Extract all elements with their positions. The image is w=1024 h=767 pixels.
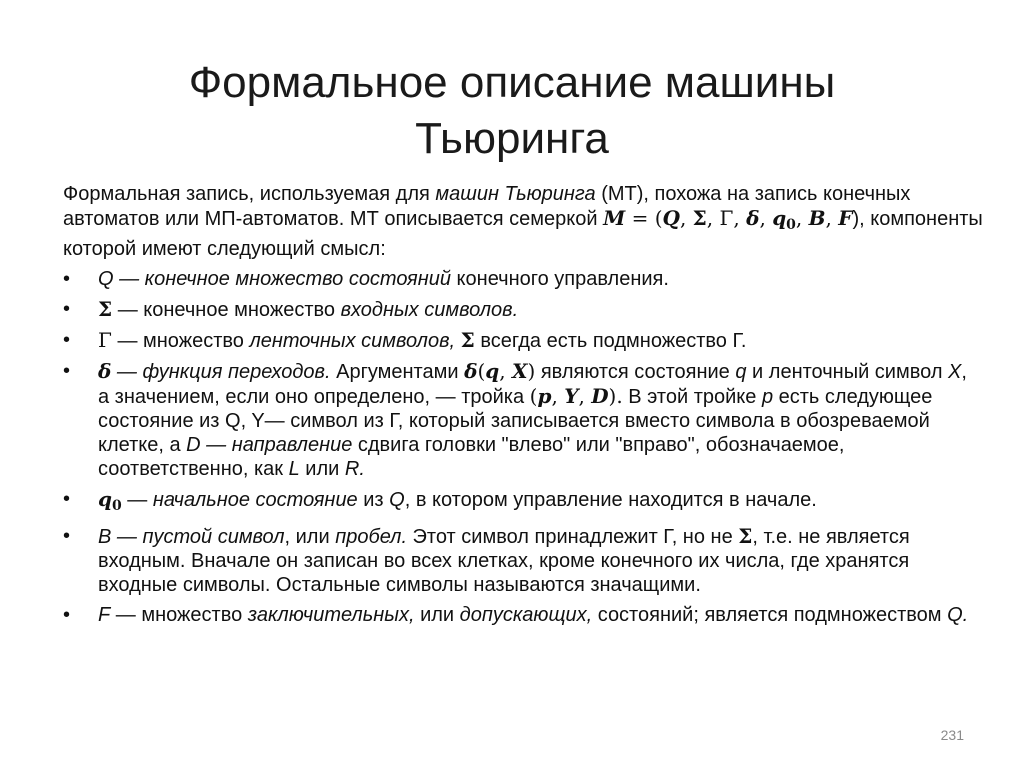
math-punct: , <box>733 206 747 230</box>
bullet-term: начальное состояние <box>152 489 358 511</box>
bullet-text: — множество <box>111 330 250 352</box>
bullet-text: . <box>359 458 365 480</box>
math-symbol: δ <box>464 359 478 383</box>
bullet-text: являются состояние <box>535 361 736 383</box>
math-symbol: q <box>98 487 112 511</box>
bullet-text: В этой тройке <box>622 386 762 408</box>
bullet-text: , т.е. не является входным. Вначале он записан во всех клетках, кроме конечного их числа, где хранятся входные символы. Остальные символы называются значащими. <box>98 526 910 596</box>
math-punct: ( <box>529 384 538 408</box>
bullet-text: , а значением, если оно определено, — тройка <box>98 361 967 408</box>
math-punct: , <box>825 206 839 230</box>
bullet-text: , в котором управление находится в начале. <box>404 489 817 511</box>
bullet-var: Q. <box>947 604 969 626</box>
math-punct: , <box>551 384 565 408</box>
math-symbol: q <box>772 206 787 230</box>
math-punct: , <box>499 359 512 383</box>
math-symbol: Σ <box>460 328 475 352</box>
bullet-term: пробел. <box>335 526 407 548</box>
math-symbol: M <box>603 206 626 230</box>
bullet-term: допускающих, <box>459 604 593 626</box>
list-item <box>63 487 983 518</box>
bullet-icon: • <box>63 298 71 320</box>
math-symbol: X <box>511 359 528 383</box>
bullet-text: сдвига головки "влево" или "вправо", обозначаемое, соответственно, как <box>98 434 845 480</box>
bullet-text: Аргументами <box>330 361 465 383</box>
bullet-text: , или <box>284 526 336 548</box>
bullet-text: или <box>414 604 460 626</box>
math-symbol: Γ <box>98 328 112 352</box>
intro-paragraph <box>63 182 983 261</box>
bullet-text: из <box>357 489 390 511</box>
math-symbol: Σ <box>738 524 753 548</box>
bullet-var: F <box>98 604 111 626</box>
math-symbol: δ <box>746 206 760 230</box>
bullet-icon: • <box>63 604 71 626</box>
bullet-text: Этот символ принадлежит Г, но не <box>407 526 739 548</box>
bullet-term: ленточных символов, <box>249 330 461 352</box>
page-number: 231 <box>940 727 964 743</box>
bullet-list <box>63 267 983 627</box>
bullet-icon: • <box>63 525 71 547</box>
math-punct: = ( <box>625 206 663 230</box>
intro-text: (МТ), похожа на запись конечных автоматов или МП-автоматов. МТ описывается семеркой <box>63 183 911 230</box>
intro-term: машин Тьюринга <box>435 183 596 205</box>
bullet-var: B <box>98 526 112 548</box>
bullet-text: состояний; является подмножеством <box>592 604 948 626</box>
bullet-text: — <box>200 434 232 456</box>
bullet-icon: • <box>63 488 71 510</box>
title-line-2: Тьюринга <box>415 114 609 164</box>
list-item <box>63 359 983 481</box>
bullet-var: L <box>288 458 300 480</box>
math-symbol: δ <box>98 359 112 383</box>
math-subscript: 0 <box>111 498 122 514</box>
math-punct: ). <box>608 384 623 408</box>
list-item <box>63 603 983 627</box>
list-item <box>63 524 983 597</box>
math-punct: ) <box>527 359 536 383</box>
title-line-1: Формальное описание машины <box>188 58 836 108</box>
bullet-text: всегда есть подмножество Г. <box>474 330 747 352</box>
bullet-text: и ленточный символ <box>746 361 949 383</box>
bullet-term: состояний <box>348 268 451 290</box>
bullet-text: или <box>299 458 345 480</box>
list-item <box>63 328 983 353</box>
math-symbol: p <box>537 384 552 408</box>
math-symbol: D <box>591 384 609 408</box>
bullet-term: — функция переходов. <box>111 361 331 383</box>
intro-text: Формальная запись, используемая для <box>63 183 436 205</box>
bullet-text: есть следующее состояние из Q, Y— символ из Г, который записывается вместо символа в обозреваемой клетке, а <box>98 386 933 456</box>
bullet-text: — <box>121 489 153 511</box>
bullet-term: заключительных, <box>247 604 415 626</box>
bullet-term: пустой символ <box>142 526 285 548</box>
list-item <box>63 267 983 291</box>
bullet-var: Q <box>389 489 405 511</box>
bullet-icon: • <box>63 268 71 290</box>
bullet-term: входных символов. <box>340 299 519 321</box>
math-symbol: Q <box>662 206 680 230</box>
bullet-icon: • <box>63 329 71 351</box>
bullet-var: R <box>344 458 360 480</box>
bullet-text: — <box>111 526 143 548</box>
math-subscript: 0 <box>786 217 796 233</box>
math-punct: ( <box>477 359 486 383</box>
math-symbol: F <box>838 206 853 230</box>
math-symbol: Γ <box>719 206 734 230</box>
bullet-text: — множество <box>110 604 248 626</box>
slide-body <box>63 182 983 633</box>
math-symbol: Σ <box>98 297 113 321</box>
page-title <box>40 55 984 167</box>
bullet-text: — конечное множество <box>112 299 341 321</box>
math-symbol: Σ <box>692 206 707 230</box>
bullet-var: D <box>186 434 201 456</box>
intro-text: ), компоненты которой имеют следующий смысл: <box>63 208 983 260</box>
math-symbol: q <box>485 359 500 383</box>
math-punct: , <box>706 206 720 230</box>
math-symbol: B <box>808 206 826 230</box>
bullet-text: конечного управления. <box>451 268 669 290</box>
list-item <box>63 297 983 322</box>
math-punct: , <box>759 206 773 230</box>
bullet-var: p <box>761 386 774 408</box>
math-symbol: Y <box>564 384 579 408</box>
math-punct: , <box>679 206 693 230</box>
bullet-var: q <box>735 361 747 383</box>
bullet-term: направление <box>231 434 353 456</box>
math-punct: , <box>578 384 592 408</box>
math-punct: , <box>795 206 809 230</box>
bullet-icon: • <box>63 360 71 382</box>
bullet-text: Q — конечное множество <box>98 268 349 290</box>
bullet-var: X <box>948 361 962 383</box>
